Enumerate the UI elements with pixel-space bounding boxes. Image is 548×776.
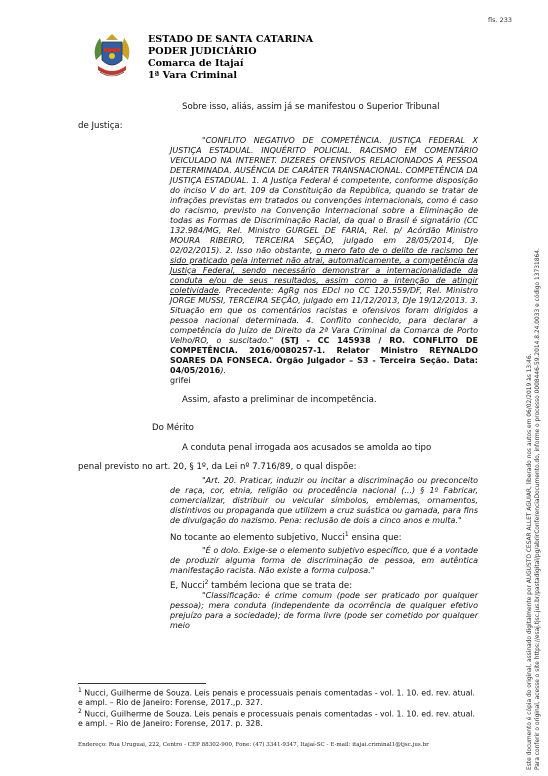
nucci2-paragraph	[78, 578, 478, 591]
nucci-quote-2-text: "Classificação: é crime comum (pode ser praticado por qualquer pessoa); mera conduta (independente da ocorrência de qualquer efetivo prejuízo para a sociedade); de forma livre (pode ser cometido por qualquer meio	[170, 590, 478, 630]
signature-line1: Este documento é cópia do original, assinado digitalmente por AUGUSTO CESAR ALLET AGUIAR, liberado nos autos em 06/02/2019 às 13:46.	[527, 353, 533, 770]
nucci2-after: também leciona que se trata de:	[208, 580, 353, 591]
footnote-1-text: Nucci, Guilherme de Souza. Leis penais e processuais penais comentadas - vol. 1. 10. ed. rev. atual. e ampl. – Rio de Janeiro: Forense, 2017.,p. 327.	[78, 688, 475, 707]
page-number: fls. 233	[487, 16, 512, 24]
digital-signature-note	[526, 10, 542, 770]
document-body	[78, 102, 478, 631]
header-district: Comarca de Itajaí	[148, 58, 244, 69]
coat-of-arms-logo	[90, 30, 134, 82]
law-quote	[170, 476, 478, 526]
footnote-ref-1: 1	[344, 531, 349, 539]
header-court: 1ª Vara Criminal	[148, 70, 238, 81]
nucci2-text: E, Nucci	[170, 580, 205, 591]
footnote-2-text: Nucci, Guilherme de Souza. Leis penais e processuais penais comentadas - vol. 1. 10. ed. rev. atual. e ampl. – Rio de Janeiro: Forense, 2017. p. 328.	[78, 710, 475, 729]
header-power: PODER JUDICIÁRIO	[148, 46, 257, 57]
stj-quote-underlined: o mero fato de o delito de racismo ter sido praticado pela internet não atrai, automaticamente, a competência da Justiça Federal, sendo necessário demonstrar a internacionalidade da conduta e/ou de seus resultados, assim como a intenção de atingir coletividade	[170, 245, 478, 295]
court-header	[148, 34, 313, 82]
elemento-paragraph	[78, 530, 478, 543]
elemento-after: ensina que:	[348, 533, 402, 544]
footnote-1-number: 1	[78, 687, 82, 694]
law-quote-text: "Art. 20. Praticar, induzir ou incitar a discriminação ou preconceito de raça, cor, etnia, religião ou procedência nacional (...) § 1º Fabricar, comercializar, distribuir ou veicular símbolos, emblemas, ornamentos, distintivos ou propaganda que utilizem a cruz suástica ou gamada, para fins de divulgação do nazismo. Pena: reclusão de dois a cinco anos e multa."	[170, 476, 478, 526]
nucci-quote-2	[170, 591, 478, 631]
footnote-2-number: 2	[78, 708, 82, 716]
footnote-ref-2: 2	[204, 578, 209, 586]
elemento-text: No tocante ao elemento subjetivo, Nucci	[170, 533, 345, 544]
stj-quote-citation: (STJ - CC 145938 / RO. CONFLITO DE COMPETÊNCIA. 2016/0080257-1. Relator Ministro REYNALDO SOARES DA FONSECA. Órgão Julgador – S3 - Terceira Seção. Data: 04/05/2016	[170, 335, 479, 375]
stj-quote	[170, 136, 478, 376]
nucci-quote-1	[170, 546, 478, 576]
signature-line2: Para conferir o original, acesse o site https://esaj.tjsc.jus.br/pastadigital/pg/abrirConferenciaDocumento.do, informe o processo 0008446-59.2014.8.24.0033 e código 13731864.	[535, 248, 541, 770]
header-state: ESTADO DE SANTA CATARINA	[148, 34, 314, 45]
conduta-line1: A conduta penal irrogada aos acusados se amolda ao tipo	[182, 442, 432, 453]
stj-quote-part3: ).	[220, 365, 227, 375]
footnote-rule	[78, 683, 206, 684]
nucci-quote-1-text: "É o dolo. Exige-se o elemento subjetivo específico, que é a vontade de produzir alguma forma de discriminação de pessoa, em autêntica manifestação racista. Não existe a forma culposa."	[170, 545, 478, 575]
footnotes	[78, 683, 478, 729]
footnote-2	[78, 707, 478, 728]
grifei-note: grifei	[170, 375, 191, 385]
intro-line1: Sobre isso, aliás, assim já se manifestou o Superior Tribunal	[182, 102, 440, 112]
merito-heading: Do Mérito	[152, 423, 194, 434]
stj-quote-part2: . Precedente: AgRg nos EDcl no CC 120.559/DF, Rel. Ministro JORGE MUSSI, TERCEIRA SEÇÃO, julgado em 11/12/2013, DJe 19/12/2013. 3. Situação em que os comentários racistas e ofensivos foram dirigidos a pessoa nacional determinada. 4. Conflito conhecido, para declarar a competência do Juízo de Direito da 2ª Vara Criminal da Comarca de Porto Velho/RO, o suscitado."	[170, 285, 478, 345]
afasto-paragraph: Assim, afasto a preliminar de incompetência.	[182, 394, 377, 405]
footnote-1	[78, 686, 478, 707]
court-address: Endereço: Rua Uruguai, 222, Centro - CEP 88302-900, Fone: (47) 3341-9347, Itajaí-SC - E-mail: itajai.criminal1@tjsc.jus.br	[78, 742, 429, 748]
stj-quote-part1: "CONFLITO NEGATIVO DE COMPETÊNCIA. JUSTIÇA FEDERAL X JUSTIÇA ESTADUAL. INQUÉRITO POLICIAL. RACISMO EM COMENTÁRIO VEICULADO NA INTERNET. DIZERES OFENSIVOS RELACIONADOS A PESSOA DETERMINADA. AUSÊNCIA DE CARÁTER TRANSNACIONAL. COMPETÊNCIA DA JUSTIÇA ESTADUAL. 1. A Justiça Federal é competente, conforme disposição do inciso V do art. 109 da Constituição da República, quando se tratar de infrações previstas em tratados ou convenções internacionais, como é caso do racismo, previsto na Convenção Internacional sobre a Eliminação de todas as Formas de Discriminação Racial, da qual o Brasil é signatário (CC 132.984/MG, Rel. Ministro GURGEL DE FARIA, Rel. p/ Acórdão Ministro MOURA RIBEIRO, TERCEIRA SEÇÃO, julgado em 28/05/2014, DJe 02/02/2015). 2. Isso não obstante,	[170, 135, 478, 255]
conduta-line2: penal previsto no art. 20, § 1º, da Lei nº 7.716/89, o qual dispõe:	[78, 462, 357, 473]
intro-line2: de Justiça:	[78, 121, 123, 132]
